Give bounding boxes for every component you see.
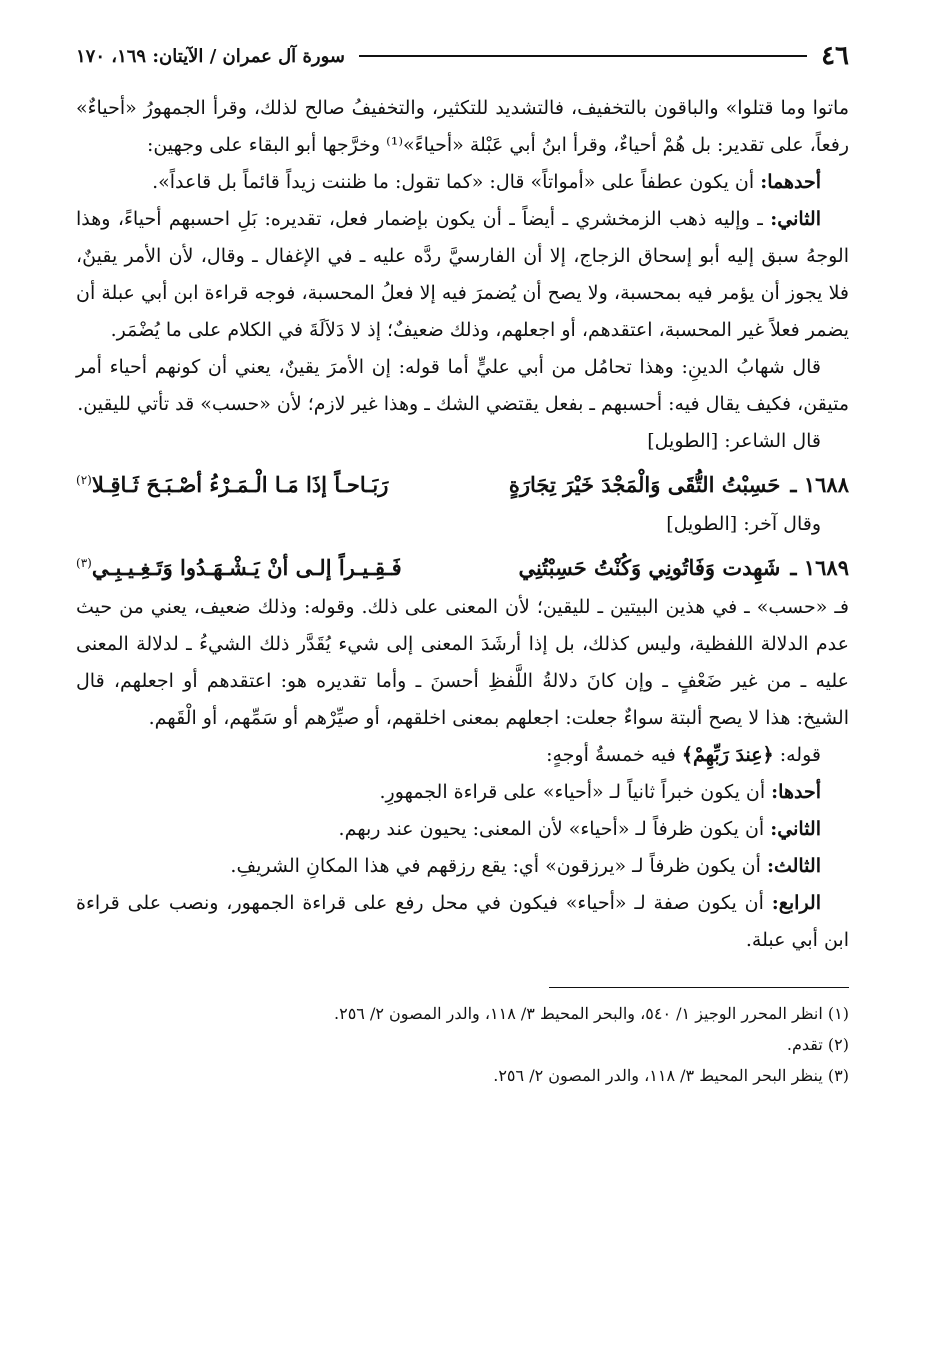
five-aspects-text: فيه خمسةُ أوجهٍ:: [546, 744, 682, 766]
footnote-ref: (٢): [76, 473, 92, 487]
paragraph-hasiba: فـ «حسب» ـ في هذين البيتين ـ لليقين؛ لأن المعنى على ذلك. وقوله: وذلك ضعيف، يعني من حيث عدم الدلالة اللفظية، وليس كذلك، بل إذا أرشَدَ المعنى إلى شيء يُقَدَّر ذلك الشيءُ ـ لدلالة المعنى عليه ـ من غير ضَعْفٍ ـ وإن كانَ دلالةُ اللَّفظِ أحسنَ ـ وأما تقديره هو: اعتقدهم أو اجعلهم، قال الشيخ: هذا لا يصح ألبتة سواءٌ جعلت: اجعلهم بمعنى اخلقهم، أو صيِّرْهم أو سَمِّهم، أو الْقَهم.: [76, 596, 849, 729]
metre-label-1: قال الشاعر: [الطويل]: [647, 430, 821, 452]
verse-first-hemistich: شَهِدت وَفَاتُونِي وَكُنْتُ حَسِبْتُنِي: [518, 555, 781, 580]
header-rule: [359, 55, 807, 57]
aspect-text: أن يكون صفة لـ «أحياء» فيكون في محل رفع على قراءة الجمهور، ونصب على قراءة ابن أبي عبلة.: [76, 892, 849, 951]
aspect-label: أحدها:: [771, 781, 821, 803]
verse-number: ١٦٨٨ ـ: [790, 472, 849, 497]
paragraph-shihab: قال شهابُ الدينِ: وهذا تحامُل من أبي عليٍّ أما قوله: إن الأمرَ يقينٌ، يعني أن كونهم أحياء أمر متيقن، فكيف يقال فيه: أحسبهم ـ بفعل يقتضي الشك ـ وهذا غير لازم؛ لأن «حسب» قد تأتي لليقين.: [76, 356, 849, 415]
second-view-label: الثاني:: [770, 208, 821, 230]
aspect-label: الرابع:: [771, 892, 821, 914]
first-view-label: أحدهما:: [760, 171, 821, 193]
verse-1689: [76, 542, 849, 589]
footnote-divider: [549, 987, 849, 988]
paragraph-1: ماتوا وما قتلوا» والباقون بالتخفيف، فالتشديد للتكثير، والتخفيفُ صالح لذلك، وقرأ الجمهورُ «أحياءٌ» رفعاً، على تقدير: بل هُمْ أحياءٌ، وقرأ ابنُ أبي عَبْلة «أحياءً»⁽¹⁾ وخرَّجها أبو البقاء على وجهين:: [76, 97, 849, 156]
page-number: ٤٦: [821, 41, 849, 71]
aspect-text: أن يكون ظرفاً لـ «أحياء» لأن المعنى: يحيون عند ربهم.: [338, 818, 771, 840]
verse-number: ١٦٨٩ ـ: [790, 555, 849, 580]
surah-title: سورة آل عمران / الآيتان: ١٦٩، ١٧٠: [76, 45, 345, 67]
aspect-text: أن يكون ظرفاً لـ «يرزقون» أي: يقع رزقهم في هذا المكانِ الشريفِ.: [230, 855, 767, 877]
first-view-text: أن يكون عطفاً على «أمواتاً» قال: «كما تقول: ما ظننت زيداً قائماً بل قاعداً».: [152, 171, 761, 193]
aspect-label: الثالث:: [766, 855, 821, 877]
aspect-3: [76, 848, 849, 885]
footnote-3: (٣) ينظر البحر المحيط ٣/ ١١٨، والدر المصون ٢/ ٢٥٦.: [493, 1066, 849, 1085]
qawluhu-label: قوله:: [773, 744, 821, 766]
verse-first-hemistich: حَسِبْتُ التُّقَى وَالْمَجْدَ خَيْرَ تِجَارَةٍ: [508, 472, 781, 497]
footnote-1: (١) انظر المحرر الوجيز ١/ ٥٤٠، والبحر المحيط ٣/ ١١٨، والدر المصون ٢/ ٢٥٦.: [334, 1004, 849, 1023]
paragraph-first-view: [76, 164, 849, 201]
verse-second-hemistich: رَبَـاحـاً إذَا مَـا الْـمَـرْءُ أصْـبَـحَ ثَـاقِـلا$^{(٢)}$: [76, 472, 389, 497]
verse-1688: [76, 459, 849, 506]
aspect-text: أن يكون خبراً ثانياً لـ «أحياء» على قراءة الجمهورِ.: [379, 781, 772, 803]
metre-label-2: وقال آخر: [الطويل]: [666, 513, 821, 535]
aspect-label: الثاني:: [770, 818, 821, 840]
aspect-2: [76, 811, 849, 848]
paragraph-second-view: [76, 201, 849, 349]
paragraph-indarabbihim: [76, 737, 849, 774]
footnote-ref: (٣): [76, 556, 92, 570]
aspect-4: [76, 885, 849, 959]
footnote-2: (٢) تقدم.: [786, 1035, 849, 1054]
running-header: [76, 34, 849, 78]
verse-second-hemistich: فَـقِـيـراً إلـى أنْ يَـشْـهَـدُوا وَتَـغِـيـبِـي$^{(٣)}$: [76, 555, 402, 580]
quran-quote: ﴿عِندَ رَبِّهِمْ﴾: [681, 744, 774, 766]
aspect-1: [76, 774, 849, 811]
second-view-text: ـ وإليه ذهب الزمخشري ـ أيضاً ـ أن يكون بإضمار فعل، تقديره: بَلِ احسبهم أحياءً، وهذا الوجهُ سبق إليه أبو إسحاق الزجاج، إلا أن الفارسيَّ ردَّه عليه ـ في الإغفال ـ وقال، لأن الأمر يقينٌ، فلا يجوز أن يؤمر فيه بمحسبة، ولا يصح أن يُضمرَ فيه إلا فعلُ المحسبة، فوجه قراءة ابن أبي عبلة أن يضمر فعلاً غير المحسبة، اعتقدهم، أو اجعلهم، وذلك ضعيفٌ؛ إذ لا دَلاَلَةَ في الكلام على ما يُضْمَر.: [76, 208, 849, 341]
